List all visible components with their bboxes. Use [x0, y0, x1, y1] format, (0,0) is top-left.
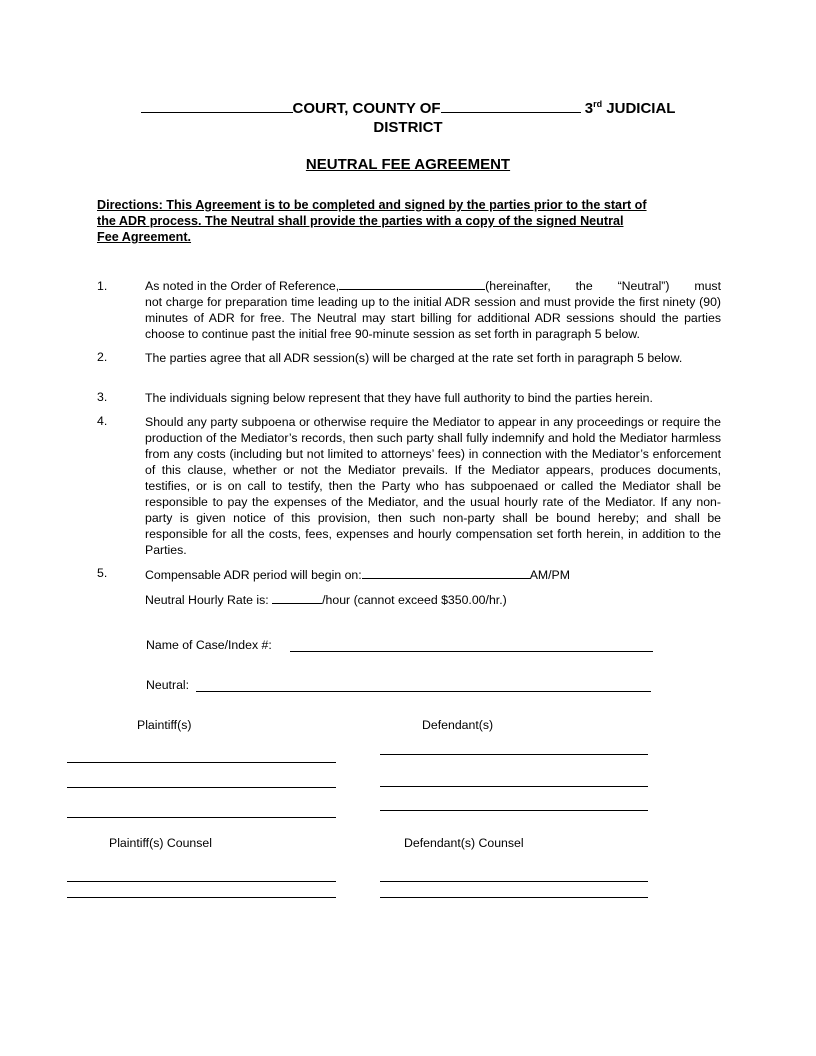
item-number: 1.	[97, 279, 108, 293]
begin-time-blank[interactable]	[362, 566, 530, 579]
item-1-first-line	[145, 277, 721, 294]
item-1-post	[485, 278, 721, 294]
item-5-pre: Compensable ADR period will begin on:	[145, 568, 362, 582]
court-header-line1	[90, 98, 726, 117]
district-label: JUDICIAL	[602, 100, 676, 117]
defendant-signature-line[interactable]	[380, 754, 648, 755]
defendant-counsel-signature-line[interactable]	[380, 897, 648, 898]
item-number: 5.	[97, 566, 108, 580]
plaintiff-signature-line[interactable]	[67, 787, 336, 788]
hourly-rate-blank[interactable]	[272, 591, 322, 604]
item-5	[145, 566, 721, 608]
item-1-pre: As noted in the Order of Reference,	[145, 279, 340, 293]
item-number: 3.	[97, 390, 108, 404]
case-name-line[interactable]	[290, 651, 653, 652]
court-label: COURT, COUNTY OF	[292, 100, 441, 117]
item-number: 4.	[97, 414, 108, 428]
item-number: 2.	[97, 350, 108, 364]
defendant-signature-line[interactable]	[380, 786, 648, 787]
defendant-signature-line[interactable]	[380, 810, 648, 811]
item-5-line2	[145, 591, 721, 608]
plaintiffs-counsel-label: Plaintiff(s) Counsel	[109, 836, 212, 850]
neutral-label: Neutral:	[146, 678, 190, 692]
item-5-post: AM/PM	[529, 568, 570, 582]
item-1-post-text: (hereinafter, the “Neutral”) must	[485, 279, 721, 293]
directions-line3: Fee Agreement.	[97, 230, 192, 244]
county-blank[interactable]	[441, 98, 581, 113]
item-3: The individuals signing below represent that they have full authority to bind the parties herein.	[145, 391, 653, 405]
defendants-label: Defendant(s)	[422, 718, 494, 732]
directions-line1: Directions: This Agreement is to be completed and signed by the parties prior to the start of	[97, 198, 647, 212]
neutral-name-blank[interactable]	[339, 277, 485, 290]
district-number: 3	[584, 100, 594, 117]
court-blank[interactable]	[141, 98, 293, 113]
plaintiff-counsel-signature-line[interactable]	[67, 881, 336, 882]
rate-label: Neutral Hourly Rate is:	[145, 593, 273, 607]
item-2: The parties agree that all ADR session(s) will be charged at the rate set forth in paragraph 5 below.	[145, 351, 683, 365]
plaintiff-signature-line[interactable]	[67, 762, 336, 763]
item-4: Should any party subpoena or otherwise require the Mediator to appear in any proceedings or require the production of the Mediator’s records, then such party shall fully indemnify and hold the Mediator harmless from any costs (including but not limited to attorneys’ fees) in connection with the Mediator’s enforcement of this clause, whether or not the Mediator prevails. If the Mediator appears, produces documents, testifies, or is on call to testify, then the Party who has subpoenaed or called the Mediator shall be responsible to pay the expenses of the Mediator, and the usual hourly rate of the Mediator. If any non-party is given notice of this provision, then such non-party shall be bound hereby; and shall be responsible for all the costs, fees, expenses and hourly compensation set forth herein, in addition to the Parties.	[145, 415, 721, 557]
court-header	[90, 98, 726, 136]
district-line2: DISTRICT	[373, 119, 443, 136]
defendant-counsel-signature-line[interactable]	[380, 881, 648, 882]
plaintiffs-label: Plaintiff(s)	[137, 718, 192, 732]
item-1-rest: not charge for preparation time leading up to the initial ADR session and must provide the first ninety (90) minutes of ADR for free. The Neutral may start billing for additional ADR sessions should the parties choose to continue past the initial free 90-minute session as set forth in paragraph 5 below.	[145, 295, 721, 341]
case-label: Name of Case/Index #:	[146, 638, 272, 652]
rate-post: /hour (cannot exceed $350.00/hr.)	[322, 593, 507, 607]
plaintiff-signature-line[interactable]	[67, 817, 336, 818]
defendants-counsel-label: Defendant(s) Counsel	[404, 836, 524, 850]
directions	[97, 197, 727, 245]
district-suffix: rd	[593, 99, 603, 109]
item-1	[145, 277, 721, 342]
neutral-line[interactable]	[196, 691, 651, 692]
page-title: NEUTRAL FEE AGREEMENT	[305, 156, 511, 173]
plaintiff-counsel-signature-line[interactable]	[67, 897, 336, 898]
directions-line2: the ADR process. The Neutral shall provide the parties with a copy of the signed Neutral	[97, 214, 624, 228]
item-5-line1	[145, 566, 721, 583]
